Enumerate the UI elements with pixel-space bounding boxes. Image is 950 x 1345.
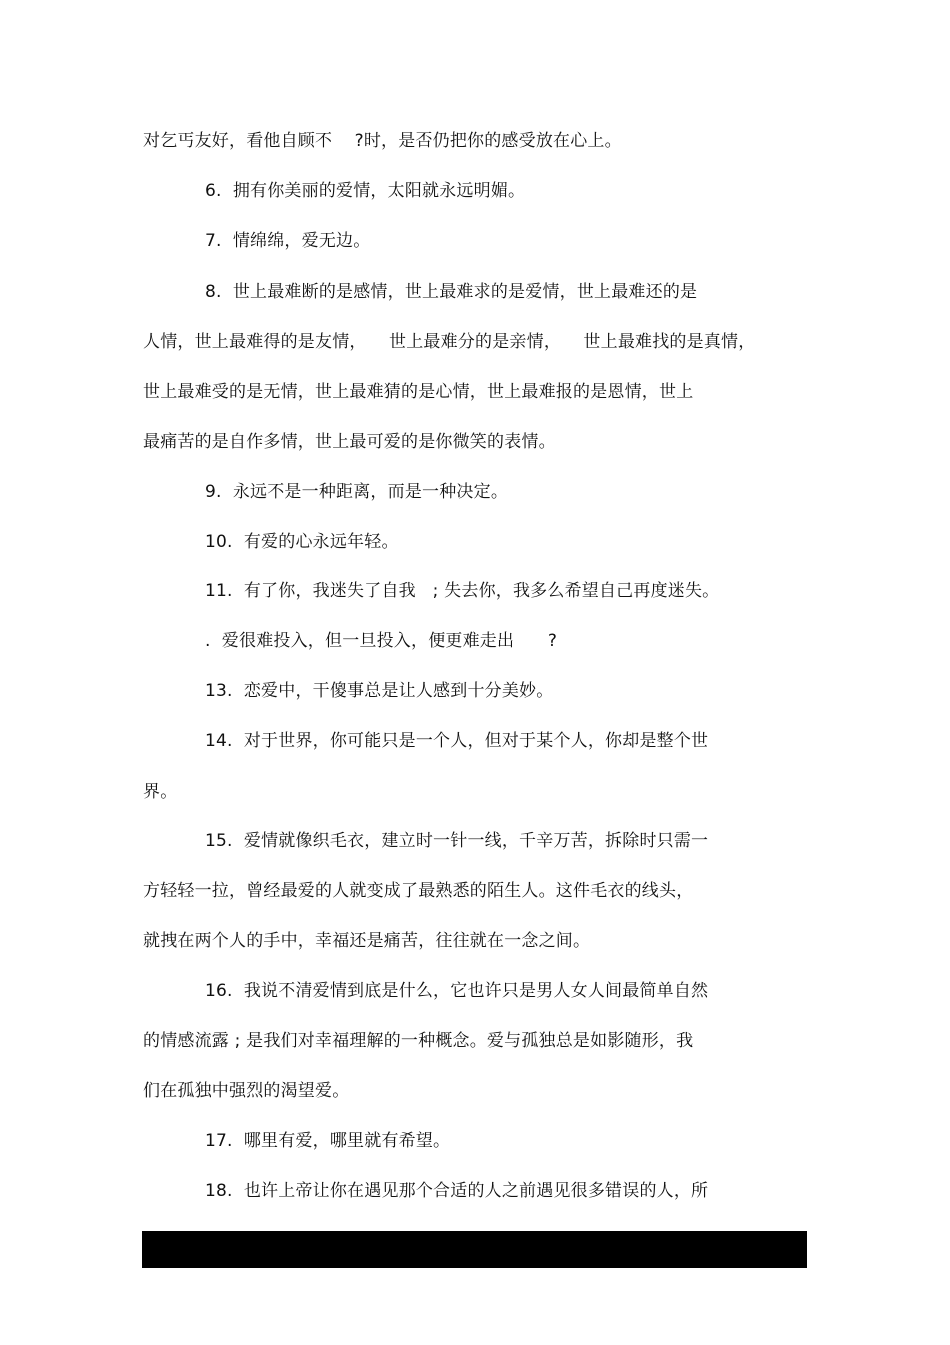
text-line: 界。 xyxy=(143,782,178,802)
text-line: 就拽在两个人的手中，幸福还是痛苦，往往就在一念之间。 xyxy=(143,931,591,951)
text-line: 8. 世上最难断的是感情，世上最难求的是爱情，世上最难还的是 xyxy=(205,282,698,302)
text-line: 对乞丐友好，看他自顾不 ?时，是否仍把你的感受放在心上。 xyxy=(143,131,622,151)
text-line: 16. 我说不清爱情到底是什么，它也许只是男人女人间最简单自然 xyxy=(205,981,709,1001)
text-line: 最痛苦的是自作多情，世上最可爱的是你微笑的表情。 xyxy=(143,432,556,452)
text-line: 们在孤独中强烈的渴望爱。 xyxy=(143,1081,350,1101)
text-line: 11. 有了你，我迷失了自我 ; 失去你，我多么希望自己再度迷失。 xyxy=(205,581,720,601)
text-line: 15. 爱情就像织毛衣，建立时一针一线，千辛万苦，拆除时只需一 xyxy=(205,831,709,851)
text-line: 18. 也许上帝让你在遇见那个合适的人之前遇见很多错误的人，所 xyxy=(205,1181,709,1201)
text-line: 17. 哪里有爱，哪里就有希望。 xyxy=(205,1131,451,1151)
text-line: 10. 有爱的心永远年轻。 xyxy=(205,532,399,552)
text-line: 人情，世上最难得的是友情， 世上最难分的是亲情， 世上最难找的是真情， xyxy=(143,332,756,352)
text-line: 世上最难受的是无情，世上最难猜的是心情，世上最难报的是恩情，世上 xyxy=(143,382,694,402)
text-line: 6. 拥有你美丽的爱情，太阳就永远明媚。 xyxy=(205,181,526,201)
text-line: . 爱很难投入，但一旦投入，便更难走出 ? xyxy=(205,631,558,651)
text-line: 9. 永远不是一种距离，而是一种决定。 xyxy=(205,482,509,502)
text-line: 的情感流露 ; 是我们对幸福理解的一种概念。爱与孤独总是如影随形，我 xyxy=(143,1031,694,1051)
text-line: 13. 恋爱中，干傻事总是让人感到十分美妙。 xyxy=(205,681,554,701)
text-line: 14. 对于世界，你可能只是一个人，但对于某个人，你却是整个世 xyxy=(205,731,709,751)
text-line: 7. 情绵绵，爱无边。 xyxy=(205,231,371,251)
bottom-black-bar xyxy=(142,1231,807,1268)
text-line: 方轻轻一拉，曾经最爱的人就变成了最熟悉的陌生人。这件毛衣的线头， xyxy=(143,881,694,901)
